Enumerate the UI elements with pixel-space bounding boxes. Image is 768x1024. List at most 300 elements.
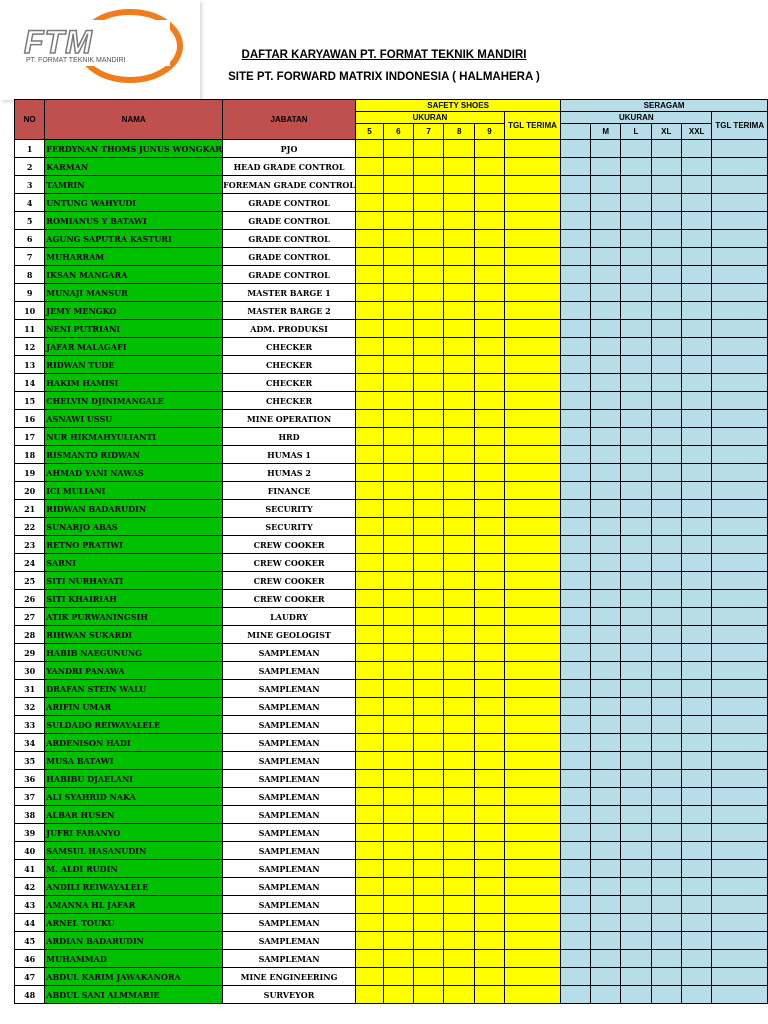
- uniform-cell: [681, 716, 712, 734]
- uniform-cell: [681, 158, 712, 176]
- safety-shoes-cell: [383, 824, 413, 842]
- uniform-cell: [591, 392, 621, 410]
- employee-jabatan: SAMPLEMAN: [223, 788, 356, 806]
- uniform-cell: [681, 914, 712, 932]
- header-uniform-size: XL: [651, 124, 681, 140]
- safety-shoes-cell: [504, 554, 560, 572]
- uniform-cell: [712, 338, 768, 356]
- uniform-cell: [651, 266, 681, 284]
- safety-shoes-cell: [504, 644, 560, 662]
- uniform-cell: [712, 842, 768, 860]
- uniform-cell: [712, 518, 768, 536]
- uniform-cell: [712, 644, 768, 662]
- uniform-cell: [651, 698, 681, 716]
- table-row: [15, 500, 768, 518]
- uniform-cell: [651, 914, 681, 932]
- uniform-cell: [681, 338, 712, 356]
- employee-jabatan: SAMPLEMAN: [223, 698, 356, 716]
- row-number: 19: [15, 464, 45, 482]
- uniform-cell: [651, 572, 681, 590]
- safety-shoes-cell: [475, 320, 505, 338]
- uniform-cell: [561, 806, 591, 824]
- safety-shoes-cell: [444, 518, 475, 536]
- safety-shoes-cell: [356, 788, 384, 806]
- safety-shoes-cell: [383, 158, 413, 176]
- uniform-cell: [621, 374, 652, 392]
- uniform-cell: [712, 266, 768, 284]
- safety-shoes-cell: [504, 770, 560, 788]
- safety-shoes-cell: [356, 248, 384, 266]
- safety-shoes-cell: [356, 842, 384, 860]
- uniform-cell: [681, 968, 712, 986]
- employee-jabatan: FOREMAN GRADE CONTROL: [223, 176, 356, 194]
- uniform-cell: [712, 500, 768, 518]
- uniform-cell: [591, 230, 621, 248]
- employee-jabatan: CREW COOKER: [223, 590, 356, 608]
- header-shoe-size: 7: [413, 124, 444, 140]
- row-number: 14: [15, 374, 45, 392]
- employee-name: RIHWAN SUKARDI: [45, 626, 223, 644]
- employee-name: RIDWAN BADARUDIN: [45, 500, 223, 518]
- safety-shoes-cell: [504, 662, 560, 680]
- uniform-cell: [681, 932, 712, 950]
- safety-shoes-cell: [356, 914, 384, 932]
- employee-name: CHELVIN DJINIMANGALE: [45, 392, 223, 410]
- uniform-cell: [621, 842, 652, 860]
- uniform-cell: [681, 176, 712, 194]
- header-uniform-size: XXL: [681, 124, 712, 140]
- safety-shoes-cell: [356, 374, 384, 392]
- safety-shoes-cell: [383, 194, 413, 212]
- table-row: [15, 608, 768, 626]
- safety-shoes-cell: [475, 158, 505, 176]
- safety-shoes-cell: [504, 338, 560, 356]
- safety-shoes-cell: [475, 878, 505, 896]
- safety-shoes-cell: [444, 554, 475, 572]
- safety-shoes-cell: [504, 320, 560, 338]
- safety-shoes-cell: [504, 914, 560, 932]
- uniform-cell: [712, 446, 768, 464]
- safety-shoes-cell: [475, 302, 505, 320]
- header-shoe-tgl-terima: TGL TERIMA: [504, 112, 560, 140]
- row-number: 24: [15, 554, 45, 572]
- header-shoe-ukuran: UKURAN: [356, 112, 505, 124]
- uniform-cell: [712, 878, 768, 896]
- safety-shoes-cell: [504, 482, 560, 500]
- uniform-cell: [621, 950, 652, 968]
- row-number: 13: [15, 356, 45, 374]
- uniform-cell: [621, 986, 652, 1004]
- uniform-cell: [712, 482, 768, 500]
- employee-name: RISMANTO RIDWAN: [45, 446, 223, 464]
- row-number: 3: [15, 176, 45, 194]
- uniform-cell: [561, 644, 591, 662]
- safety-shoes-cell: [475, 248, 505, 266]
- safety-shoes-cell: [413, 698, 444, 716]
- safety-shoes-cell: [383, 536, 413, 554]
- uniform-cell: [591, 788, 621, 806]
- employee-name: JUFRI FABANYO: [45, 824, 223, 842]
- uniform-cell: [651, 590, 681, 608]
- safety-shoes-cell: [356, 824, 384, 842]
- safety-shoes-cell: [383, 698, 413, 716]
- row-number: 40: [15, 842, 45, 860]
- uniform-cell: [681, 752, 712, 770]
- uniform-cell: [651, 770, 681, 788]
- uniform-cell: [712, 158, 768, 176]
- uniform-cell: [681, 644, 712, 662]
- safety-shoes-cell: [475, 284, 505, 302]
- employee-name: SITI NURHAYATI: [45, 572, 223, 590]
- employee-jabatan: SAMPLEMAN: [223, 806, 356, 824]
- safety-shoes-cell: [413, 914, 444, 932]
- safety-shoes-cell: [475, 950, 505, 968]
- safety-shoes-cell: [383, 518, 413, 536]
- employee-name: JAFAR MALAGAFI: [45, 338, 223, 356]
- safety-shoes-cell: [383, 806, 413, 824]
- safety-shoes-cell: [504, 734, 560, 752]
- uniform-cell: [621, 608, 652, 626]
- employee-jabatan: SAMPLEMAN: [223, 842, 356, 860]
- safety-shoes-cell: [504, 446, 560, 464]
- table-row: [15, 410, 768, 428]
- safety-shoes-cell: [444, 284, 475, 302]
- uniform-cell: [621, 878, 652, 896]
- safety-shoes-cell: [356, 356, 384, 374]
- uniform-cell: [561, 158, 591, 176]
- safety-shoes-cell: [504, 500, 560, 518]
- uniform-cell: [651, 212, 681, 230]
- uniform-cell: [621, 752, 652, 770]
- row-number: 44: [15, 914, 45, 932]
- table-row: [15, 302, 768, 320]
- employee-jabatan: CHECKER: [223, 374, 356, 392]
- row-number: 43: [15, 896, 45, 914]
- safety-shoes-cell: [475, 716, 505, 734]
- safety-shoes-cell: [356, 410, 384, 428]
- table-row: [15, 734, 768, 752]
- row-number: 17: [15, 428, 45, 446]
- uniform-cell: [561, 356, 591, 374]
- safety-shoes-cell: [475, 428, 505, 446]
- uniform-cell: [681, 662, 712, 680]
- uniform-cell: [651, 734, 681, 752]
- uniform-cell: [561, 500, 591, 518]
- uniform-cell: [681, 572, 712, 590]
- table-row: [15, 428, 768, 446]
- table-row: [15, 680, 768, 698]
- uniform-cell: [712, 716, 768, 734]
- table-row: [15, 572, 768, 590]
- employee-jabatan: GRADE CONTROL: [223, 194, 356, 212]
- uniform-cell: [651, 392, 681, 410]
- uniform-cell: [621, 302, 652, 320]
- safety-shoes-cell: [504, 932, 560, 950]
- safety-shoes-cell: [475, 356, 505, 374]
- safety-shoes-cell: [356, 320, 384, 338]
- uniform-cell: [621, 932, 652, 950]
- uniform-cell: [621, 806, 652, 824]
- table-row: [15, 230, 768, 248]
- safety-shoes-cell: [413, 500, 444, 518]
- uniform-cell: [681, 770, 712, 788]
- uniform-cell: [561, 302, 591, 320]
- employee-jabatan: SAMPLEMAN: [223, 878, 356, 896]
- safety-shoes-cell: [444, 806, 475, 824]
- safety-shoes-cell: [504, 752, 560, 770]
- uniform-cell: [651, 536, 681, 554]
- uniform-cell: [561, 842, 591, 860]
- safety-shoes-cell: [413, 986, 444, 1004]
- row-number: 35: [15, 752, 45, 770]
- uniform-cell: [591, 626, 621, 644]
- employee-jabatan: PJO: [223, 140, 356, 158]
- uniform-cell: [591, 518, 621, 536]
- table-row: [15, 374, 768, 392]
- safety-shoes-cell: [444, 932, 475, 950]
- uniform-cell: [681, 248, 712, 266]
- uniform-cell: [651, 374, 681, 392]
- header-uniform-size: L: [621, 124, 652, 140]
- employee-name: AHMAD YANI NAWAS: [45, 464, 223, 482]
- safety-shoes-cell: [475, 446, 505, 464]
- safety-shoes-cell: [475, 842, 505, 860]
- uniform-cell: [712, 140, 768, 158]
- uniform-cell: [712, 212, 768, 230]
- safety-shoes-cell: [413, 518, 444, 536]
- uniform-cell: [651, 716, 681, 734]
- row-number: 10: [15, 302, 45, 320]
- employee-name: ABDUL KARIM JAWAKANORA: [45, 968, 223, 986]
- uniform-cell: [681, 446, 712, 464]
- uniform-cell: [651, 338, 681, 356]
- uniform-cell: [561, 230, 591, 248]
- uniform-cell: [591, 590, 621, 608]
- safety-shoes-cell: [413, 716, 444, 734]
- employee-name: HABIB NAEGUNUNG: [45, 644, 223, 662]
- uniform-cell: [712, 410, 768, 428]
- employee-jabatan: SAMPLEMAN: [223, 860, 356, 878]
- employee-jabatan: HRD: [223, 428, 356, 446]
- employee-name: NENI PUTRIANI: [45, 320, 223, 338]
- uniform-cell: [561, 392, 591, 410]
- employee-jabatan: HUMAS 2: [223, 464, 356, 482]
- uniform-cell: [681, 500, 712, 518]
- safety-shoes-cell: [444, 860, 475, 878]
- employee-jabatan: GRADE CONTROL: [223, 266, 356, 284]
- row-number: 20: [15, 482, 45, 500]
- safety-shoes-cell: [504, 248, 560, 266]
- header-uniform-ukuran: UKURAN: [561, 112, 712, 124]
- uniform-cell: [591, 446, 621, 464]
- safety-shoes-cell: [413, 860, 444, 878]
- uniform-cell: [681, 842, 712, 860]
- safety-shoes-cell: [504, 824, 560, 842]
- row-number: 1: [15, 140, 45, 158]
- uniform-cell: [651, 302, 681, 320]
- employee-jabatan: SAMPLEMAN: [223, 950, 356, 968]
- uniform-cell: [621, 824, 652, 842]
- row-number: 39: [15, 824, 45, 842]
- uniform-cell: [712, 680, 768, 698]
- safety-shoes-cell: [444, 572, 475, 590]
- row-number: 30: [15, 662, 45, 680]
- uniform-cell: [591, 374, 621, 392]
- table-row: [15, 158, 768, 176]
- safety-shoes-cell: [475, 734, 505, 752]
- uniform-cell: [651, 752, 681, 770]
- table-row: [15, 194, 768, 212]
- safety-shoes-cell: [444, 590, 475, 608]
- safety-shoes-cell: [356, 428, 384, 446]
- safety-shoes-cell: [413, 806, 444, 824]
- uniform-cell: [712, 302, 768, 320]
- uniform-cell: [561, 410, 591, 428]
- safety-shoes-cell: [383, 374, 413, 392]
- uniform-cell: [651, 626, 681, 644]
- uniform-cell: [561, 680, 591, 698]
- safety-shoes-cell: [383, 608, 413, 626]
- uniform-cell: [591, 464, 621, 482]
- safety-shoes-cell: [413, 338, 444, 356]
- safety-shoes-cell: [356, 608, 384, 626]
- uniform-cell: [591, 644, 621, 662]
- table-row: [15, 482, 768, 500]
- safety-shoes-cell: [383, 320, 413, 338]
- safety-shoes-cell: [444, 302, 475, 320]
- uniform-cell: [591, 662, 621, 680]
- uniform-cell: [561, 608, 591, 626]
- uniform-cell: [561, 986, 591, 1004]
- safety-shoes-cell: [475, 338, 505, 356]
- uniform-cell: [712, 572, 768, 590]
- employee-name: HABIBU DJAELANI: [45, 770, 223, 788]
- header-uniform-size: M: [591, 124, 621, 140]
- table-row: [15, 644, 768, 662]
- safety-shoes-cell: [356, 698, 384, 716]
- employee-name: NUR HIKMAHYULIANTI: [45, 428, 223, 446]
- safety-shoes-cell: [383, 428, 413, 446]
- safety-shoes-cell: [413, 536, 444, 554]
- uniform-cell: [651, 842, 681, 860]
- employee-jabatan: SURVEYOR: [223, 986, 356, 1004]
- uniform-cell: [561, 914, 591, 932]
- row-number: 46: [15, 950, 45, 968]
- table-row: [15, 320, 768, 338]
- uniform-cell: [681, 464, 712, 482]
- table-row: [15, 896, 768, 914]
- employee-jabatan: SECURITY: [223, 518, 356, 536]
- uniform-cell: [651, 554, 681, 572]
- employee-name: AGUNG SAPUTRA KASTURI: [45, 230, 223, 248]
- uniform-cell: [561, 482, 591, 500]
- safety-shoes-cell: [413, 608, 444, 626]
- safety-shoes-cell: [504, 410, 560, 428]
- table-row: [15, 626, 768, 644]
- table-row: [15, 770, 768, 788]
- safety-shoes-cell: [356, 554, 384, 572]
- uniform-cell: [712, 284, 768, 302]
- employee-name: SUNARJO ABAS: [45, 518, 223, 536]
- safety-shoes-cell: [444, 338, 475, 356]
- row-number: 31: [15, 680, 45, 698]
- employee-jabatan: SAMPLEMAN: [223, 644, 356, 662]
- safety-shoes-cell: [475, 554, 505, 572]
- row-number: 2: [15, 158, 45, 176]
- safety-shoes-cell: [383, 914, 413, 932]
- uniform-cell: [621, 320, 652, 338]
- uniform-cell: [621, 590, 652, 608]
- safety-shoes-cell: [356, 878, 384, 896]
- uniform-cell: [621, 446, 652, 464]
- uniform-cell: [621, 644, 652, 662]
- employee-name: AMANNA HL JAFAR: [45, 896, 223, 914]
- employee-name: MUSA BATAWI: [45, 752, 223, 770]
- uniform-cell: [561, 770, 591, 788]
- uniform-cell: [591, 914, 621, 932]
- uniform-cell: [681, 698, 712, 716]
- uniform-cell: [621, 140, 652, 158]
- safety-shoes-cell: [475, 464, 505, 482]
- employee-jabatan: CREW COOKER: [223, 536, 356, 554]
- row-number: 32: [15, 698, 45, 716]
- row-number: 23: [15, 536, 45, 554]
- uniform-cell: [591, 482, 621, 500]
- row-number: 41: [15, 860, 45, 878]
- employee-name: RETNO PRATIWI: [45, 536, 223, 554]
- safety-shoes-cell: [383, 752, 413, 770]
- safety-shoes-cell: [413, 824, 444, 842]
- uniform-cell: [561, 338, 591, 356]
- uniform-cell: [621, 770, 652, 788]
- safety-shoes-cell: [356, 572, 384, 590]
- uniform-cell: [712, 320, 768, 338]
- safety-shoes-cell: [475, 698, 505, 716]
- employee-name: HAKIM HAMISI: [45, 374, 223, 392]
- safety-shoes-cell: [444, 680, 475, 698]
- safety-shoes-cell: [413, 968, 444, 986]
- row-number: 48: [15, 986, 45, 1004]
- uniform-cell: [712, 950, 768, 968]
- uniform-cell: [681, 284, 712, 302]
- uniform-cell: [712, 788, 768, 806]
- table-row: [15, 518, 768, 536]
- uniform-cell: [621, 284, 652, 302]
- safety-shoes-cell: [383, 986, 413, 1004]
- uniform-cell: [591, 554, 621, 572]
- row-number: 42: [15, 878, 45, 896]
- safety-shoes-cell: [444, 320, 475, 338]
- uniform-cell: [651, 950, 681, 968]
- safety-shoes-cell: [475, 518, 505, 536]
- row-number: 33: [15, 716, 45, 734]
- header-shoe-size: 5: [356, 124, 384, 140]
- uniform-cell: [681, 860, 712, 878]
- safety-shoes-cell: [413, 662, 444, 680]
- safety-shoes-cell: [356, 500, 384, 518]
- safety-shoes-cell: [356, 716, 384, 734]
- uniform-cell: [561, 374, 591, 392]
- header-shoe-size: 9: [475, 124, 505, 140]
- uniform-cell: [712, 626, 768, 644]
- uniform-cell: [651, 140, 681, 158]
- safety-shoes-cell: [504, 860, 560, 878]
- row-number: 28: [15, 626, 45, 644]
- safety-shoes-cell: [475, 644, 505, 662]
- uniform-cell: [621, 410, 652, 428]
- safety-shoes-cell: [504, 572, 560, 590]
- safety-shoes-cell: [383, 338, 413, 356]
